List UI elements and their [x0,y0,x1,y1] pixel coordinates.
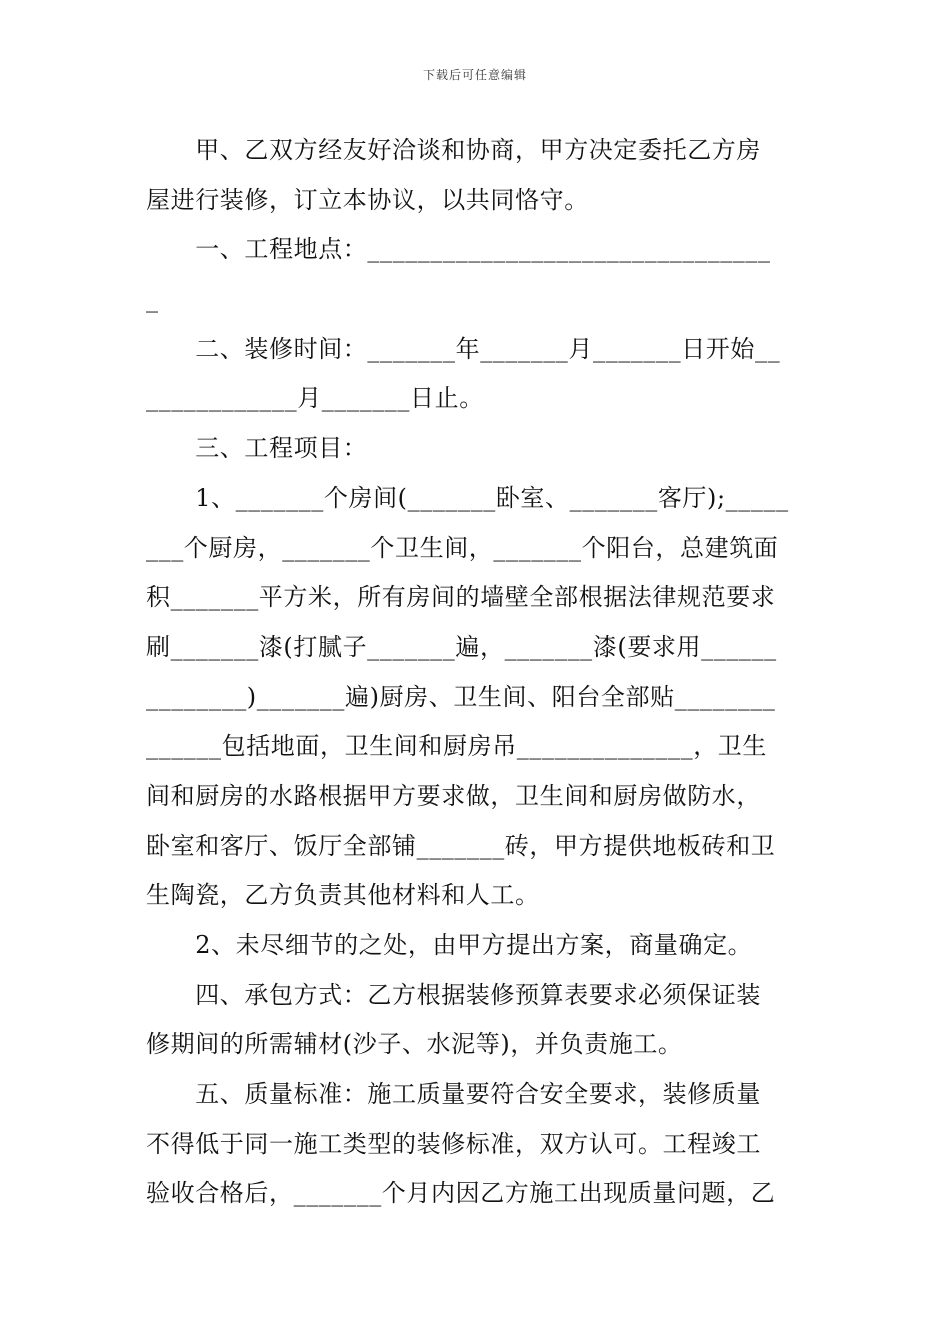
section-project-location: 一、工程地点：________________________________ [146,235,771,264]
body-line: 修期间的所需辅材(沙子、水泥等)，并负责施工。 [146,1030,683,1059]
body-line: 生陶瓷，乙方负责其他材料和人工。 [146,881,540,910]
body-line: 间和厨房的水路根据甲方要求做，卫生间和厨房做防水， [146,781,761,810]
body-line: ___个厨房，_______个卫生间，_______个阳台，总建筑面 [146,533,779,562]
body-line: 验收合格后，_______个月内因乙方施工出现质量问题，乙 [146,1179,776,1208]
body-line: _ [146,285,159,314]
body-line: ________)_______遍)厨房、卫生间、阳台全部贴________ [146,682,776,711]
body-line: 卧室和客厅、饭厅全部铺_______砖，甲方提供地板砖和卫 [146,831,776,860]
body-line: 甲、乙双方经友好洽谈和协商，甲方决定委托乙方房 [146,136,761,164]
body-line: ____________月_______日止。 [146,384,484,413]
document-body [146,126,806,1219]
section-quality-standard: 五、质量标准：施工质量要符合安全要求，装修质量 [146,1080,761,1109]
page-header-note: 下载后可任意编辑 [422,68,527,82]
body-line: 2、未尽细节的之处，由甲方提出方案，商量确定。 [146,931,753,959]
section-project-items: 三、工程项目： [146,434,368,463]
body-line: 刷_______漆(打腻子_______遍，_______漆(要求用______ [146,632,777,661]
section-contract-method: 四、承包方式：乙方根据装修预算表要求必须保证装 [146,980,761,1009]
body-line: 屋进行装修，订立本协议，以共同恪守。 [146,185,589,214]
body-line: 不得低于同一施工类型的装修标准，双方认可。工程竣工 [146,1129,761,1158]
body-line: ______包括地面，卫生间和厨房吊______________，卫生 [146,732,767,761]
body-line: 积_______平方米，所有房间的墙壁全部根据法律规范要求 [146,583,776,612]
section-renovation-time: 二、装修时间：_______年_______月_______日开始__ [146,334,781,363]
body-line: 1、_______个房间(_______卧室、_______客厅);_____ [146,483,789,512]
